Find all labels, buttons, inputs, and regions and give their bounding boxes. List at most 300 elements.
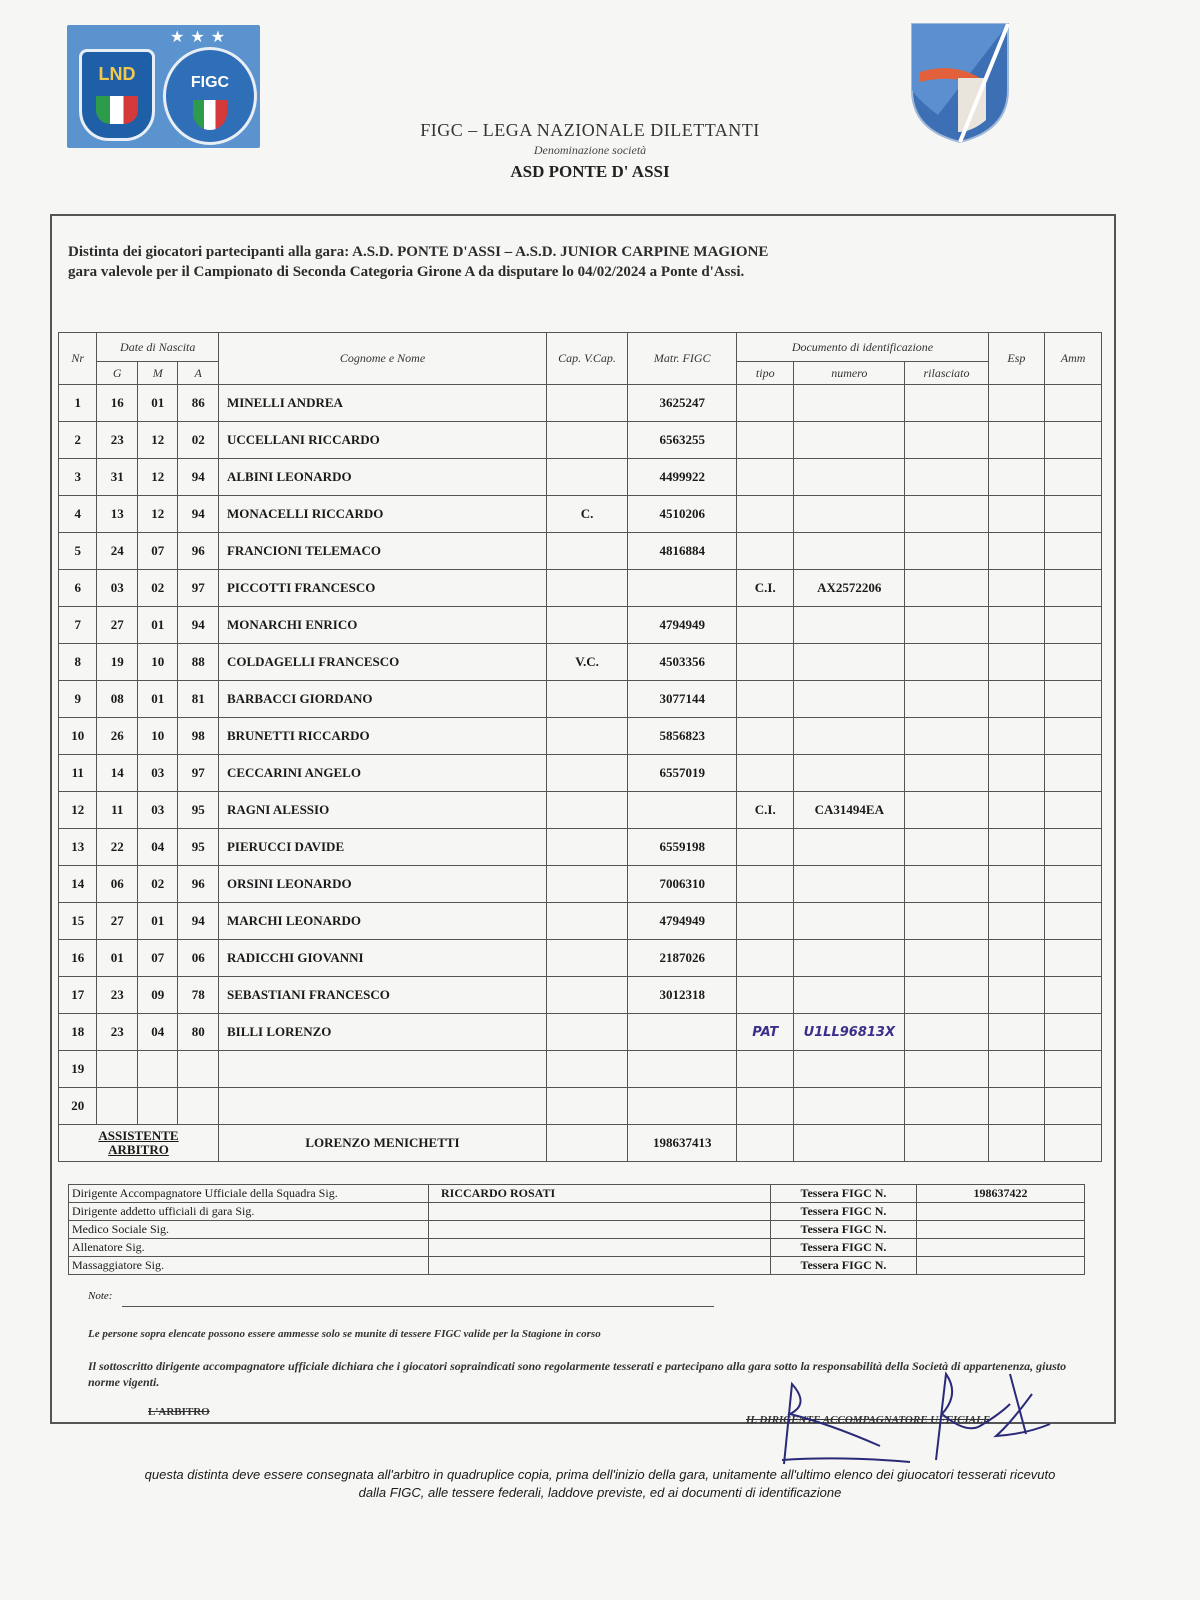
player-row (59, 792, 1102, 829)
birth-year (178, 1051, 219, 1088)
doc-type (737, 385, 794, 422)
birth-year: 97 (178, 755, 219, 792)
birth-month: 10 (137, 718, 178, 755)
birth-year: 96 (178, 533, 219, 570)
birth-day: 31 (97, 459, 138, 496)
figc-matr: 6557019 (628, 755, 737, 792)
tessera-label: Tessera FIGC N. (771, 1185, 917, 1203)
birth-year: 78 (178, 977, 219, 1014)
official-name (429, 1239, 771, 1257)
esp-cell (988, 866, 1045, 903)
amm-cell (1045, 533, 1102, 570)
birth-year: 98 (178, 718, 219, 755)
esp-cell (988, 533, 1045, 570)
player-row (59, 903, 1102, 940)
doc-number (794, 866, 905, 903)
eligibility-note: Le persone sopra elencate possono essere ammesse solo se munite di tessere FIGC valide per la Stagione in corso (88, 1328, 601, 1340)
player-name: RADICCHI GIOVANNI (218, 940, 546, 977)
birth-year: 94 (178, 903, 219, 940)
birth-month: 01 (137, 903, 178, 940)
birth-month: 10 (137, 644, 178, 681)
col-numero: numero (794, 362, 905, 385)
birth-month (137, 1088, 178, 1125)
doc-issued (905, 459, 988, 496)
birth-year: 02 (178, 422, 219, 459)
player-row (59, 533, 1102, 570)
player-row (59, 644, 1102, 681)
amm-cell (1045, 607, 1102, 644)
doc-issued (905, 940, 988, 977)
col-nr: Nr (59, 333, 97, 385)
player-row (59, 385, 1102, 422)
birth-year: 88 (178, 644, 219, 681)
tessera-label: Tessera FIGC N. (771, 1257, 917, 1275)
player-nr: 4 (59, 496, 97, 533)
player-nr: 7 (59, 607, 97, 644)
tessera-label: Tessera FIGC N. (771, 1221, 917, 1239)
player-name: BARBACCI GIORDANO (218, 681, 546, 718)
birth-year: 97 (178, 570, 219, 607)
doc-type: C.I. (737, 792, 794, 829)
birth-month: 12 (137, 496, 178, 533)
birth-year: 81 (178, 681, 219, 718)
figc-matr: 4499922 (628, 459, 737, 496)
birth-month: 01 (137, 681, 178, 718)
figc-logo-text: FIGC (190, 74, 230, 91)
captain-mark: C. (547, 496, 628, 533)
player-nr: 3 (59, 459, 97, 496)
referee-signature-label: L'ARBITRO (148, 1406, 210, 1418)
player-row (59, 1051, 1102, 1088)
esp-cell (988, 792, 1045, 829)
captain-mark (547, 866, 628, 903)
col-cap: Cap. V.Cap. (547, 333, 628, 385)
tessera-number (917, 1257, 1085, 1275)
assistant-label (59, 1125, 219, 1162)
doc-type (737, 422, 794, 459)
player-nr: 8 (59, 644, 97, 681)
player-name: UCCELLANI RICCARDO (218, 422, 546, 459)
col-g: G (97, 362, 138, 385)
doc-issued (905, 977, 988, 1014)
player-nr: 19 (59, 1051, 97, 1088)
birth-month: 03 (137, 755, 178, 792)
birth-day: 16 (97, 385, 138, 422)
captain-mark (547, 755, 628, 792)
player-row (59, 755, 1102, 792)
tessera-number (917, 1239, 1085, 1257)
lnd-logo-text: LND (98, 64, 136, 84)
championship-line: gara valevole per il Campionato di Seconda Categoria Girone A da disputare lo 04/02/2024 a Ponte d'Assi. (68, 264, 745, 280)
declaration-note: Il sottoscritto dirigente accompagnatore ufficiale dichiara che i giocatori sopraindicati sono regolarmente tesserati e partecipano alla gara sotto la responsabilità della Società di appartenenza, giusto norme vigenti. (88, 1359, 1067, 1389)
doc-type (737, 940, 794, 977)
doc-issued (905, 681, 988, 718)
doc-type (737, 718, 794, 755)
captain-mark (547, 681, 628, 718)
official-row (69, 1221, 1085, 1239)
col-tipo: tipo (737, 362, 794, 385)
official-row (69, 1239, 1085, 1257)
player-name: MINELLI ANDREA (218, 385, 546, 422)
birth-month: 02 (137, 866, 178, 903)
doc-type (737, 903, 794, 940)
captain-mark (547, 1088, 628, 1125)
col-esp: Esp (988, 333, 1045, 385)
figc-matr: 4816884 (628, 533, 737, 570)
official-name (429, 1257, 771, 1275)
captain-mark (547, 385, 628, 422)
doc-number (794, 755, 905, 792)
player-nr: 17 (59, 977, 97, 1014)
birth-day: 23 (97, 1014, 138, 1051)
player-nr: 6 (59, 570, 97, 607)
amm-cell (1045, 459, 1102, 496)
birth-month: 07 (137, 533, 178, 570)
birth-month: 04 (137, 829, 178, 866)
official-role: Dirigente addetto ufficiali di gara Sig. (69, 1203, 429, 1221)
esp-cell (988, 570, 1045, 607)
doc-type: PAT (737, 1014, 794, 1051)
player-nr: 9 (59, 681, 97, 718)
official-row (69, 1203, 1085, 1221)
amm-cell (1045, 1014, 1102, 1051)
player-name: BRUNETTI RICCARDO (218, 718, 546, 755)
captain-mark (547, 533, 628, 570)
amm-cell (1045, 755, 1102, 792)
doc-type (737, 459, 794, 496)
col-m: M (137, 362, 178, 385)
italian-flag-icon (96, 96, 138, 124)
captain-mark (547, 940, 628, 977)
assistant-esp (988, 1125, 1045, 1162)
assistant-cap (547, 1125, 628, 1162)
doc-type: C.I. (737, 570, 794, 607)
birth-month: 12 (137, 459, 178, 496)
amm-cell (1045, 1051, 1102, 1088)
birth-month: 04 (137, 1014, 178, 1051)
doc-issued (905, 1014, 988, 1051)
official-name (429, 1221, 771, 1239)
player-nr: 13 (59, 829, 97, 866)
captain-mark (547, 459, 628, 496)
doc-issued (905, 644, 988, 681)
amm-cell (1045, 977, 1102, 1014)
player-row (59, 422, 1102, 459)
birth-day: 03 (97, 570, 138, 607)
footer-line-2: dalla FIGC, alle tessere federali, laddove previste, ed ai documenti di identificazione (358, 1485, 842, 1500)
col-matr: Matr. FIGC (628, 333, 737, 385)
birth-month: 03 (137, 792, 178, 829)
doc-type (737, 977, 794, 1014)
assistant-tipo (737, 1125, 794, 1162)
col-doc: Documento di identificazione (737, 333, 988, 362)
esp-cell (988, 1014, 1045, 1051)
birth-day: 23 (97, 977, 138, 1014)
birth-day: 27 (97, 607, 138, 644)
officials-body (69, 1185, 1085, 1275)
doc-type (737, 866, 794, 903)
captain-mark (547, 607, 628, 644)
figc-matr (628, 1088, 737, 1125)
player-row (59, 977, 1102, 1014)
player-nr: 12 (59, 792, 97, 829)
amm-cell (1045, 718, 1102, 755)
tessera-number: 198637422 (917, 1185, 1085, 1203)
esp-cell (988, 755, 1045, 792)
birth-year: 95 (178, 792, 219, 829)
doc-number (794, 496, 905, 533)
figc-matr (628, 1051, 737, 1088)
captain-mark: V.C. (547, 644, 628, 681)
figc-matr: 2187026 (628, 940, 737, 977)
doc-type (737, 496, 794, 533)
player-nr: 15 (59, 903, 97, 940)
stars-icon: ★★★ (170, 29, 232, 46)
doc-issued (905, 607, 988, 644)
doc-type (737, 755, 794, 792)
captain-mark (547, 977, 628, 1014)
figc-matr: 5856823 (628, 718, 737, 755)
birth-month: 12 (137, 422, 178, 459)
birth-day: 11 (97, 792, 138, 829)
figc-matr: 4503356 (628, 644, 737, 681)
match-intro (68, 242, 1088, 282)
birth-year: 94 (178, 496, 219, 533)
official-role: Massaggiatore Sig. (69, 1257, 429, 1275)
player-nr: 1 (59, 385, 97, 422)
esp-cell (988, 385, 1045, 422)
figc-shield-icon (163, 47, 257, 145)
amm-cell (1045, 866, 1102, 903)
player-name: FRANCIONI TELEMACO (218, 533, 546, 570)
birth-month: 01 (137, 607, 178, 644)
doc-number (794, 459, 905, 496)
doc-number: CA31494EA (794, 792, 905, 829)
figc-matr: 3012318 (628, 977, 737, 1014)
doc-number: U1LL96813X (794, 1014, 905, 1051)
figc-matr (628, 570, 737, 607)
doc-issued (905, 866, 988, 903)
club-crest-icon (908, 20, 1013, 145)
captain-mark (547, 1014, 628, 1051)
player-row (59, 940, 1102, 977)
officials-table (68, 1184, 1085, 1275)
assistant-amm (1045, 1125, 1102, 1162)
player-name (218, 1088, 546, 1125)
player-name: MONARCHI ENRICO (218, 607, 546, 644)
player-row (59, 718, 1102, 755)
denomination-label: Denominazione società (533, 143, 647, 157)
figc-matr: 4794949 (628, 903, 737, 940)
player-row (59, 496, 1102, 533)
birth-day: 06 (97, 866, 138, 903)
official-role: Dirigente Accompagnatore Ufficiale della Squadra Sig. (69, 1185, 429, 1203)
col-a: A (178, 362, 219, 385)
official-row (69, 1257, 1085, 1275)
tessera-label: Tessera FIGC N. (771, 1239, 917, 1257)
birth-day (97, 1088, 138, 1125)
federation-header (300, 120, 880, 182)
esp-cell (988, 940, 1045, 977)
birth-day: 24 (97, 533, 138, 570)
player-row (59, 829, 1102, 866)
player-name: RAGNI ALESSIO (218, 792, 546, 829)
lnd-shield-icon (79, 49, 155, 141)
esp-cell (988, 718, 1045, 755)
esp-cell (988, 903, 1045, 940)
lnd-figc-logo (67, 25, 260, 148)
amm-cell (1045, 829, 1102, 866)
amm-cell (1045, 570, 1102, 607)
player-name: CECCARINI ANGELO (218, 755, 546, 792)
amm-cell (1045, 422, 1102, 459)
player-nr: 5 (59, 533, 97, 570)
doc-number (794, 718, 905, 755)
doc-issued (905, 792, 988, 829)
birth-year: 94 (178, 459, 219, 496)
birth-year: 80 (178, 1014, 219, 1051)
birth-day: 27 (97, 903, 138, 940)
tessera-label: Tessera FIGC N. (771, 1203, 917, 1221)
player-row (59, 607, 1102, 644)
captain-mark (547, 792, 628, 829)
player-nr: 16 (59, 940, 97, 977)
esp-cell (988, 459, 1045, 496)
doc-type (737, 681, 794, 718)
club-name: ASD PONTE D' ASSI (510, 162, 670, 181)
footer-instructions (90, 1466, 1110, 1502)
amm-cell (1045, 644, 1102, 681)
doc-number (794, 533, 905, 570)
doc-issued (905, 903, 988, 940)
player-nr: 10 (59, 718, 97, 755)
doc-issued (905, 755, 988, 792)
birth-day: 01 (97, 940, 138, 977)
player-name: MONACELLI RICCARDO (218, 496, 546, 533)
doc-number (794, 1088, 905, 1125)
player-nr: 2 (59, 422, 97, 459)
figc-matr: 6563255 (628, 422, 737, 459)
doc-type (737, 533, 794, 570)
birth-day: 23 (97, 422, 138, 459)
esp-cell (988, 644, 1045, 681)
player-row (59, 459, 1102, 496)
captain-mark (547, 570, 628, 607)
doc-issued (905, 533, 988, 570)
player-row (59, 570, 1102, 607)
official-name: RICCARDO ROSATI (429, 1185, 771, 1203)
col-rilasciato: rilasciato (905, 362, 988, 385)
doc-number (794, 385, 905, 422)
official-row (69, 1185, 1085, 1203)
doc-number (794, 1051, 905, 1088)
match-line: Distinta dei giocatori partecipanti alla gara: A.S.D. PONTE D'ASSI – A.S.D. JUNIOR CARPINE MAGIONE (68, 244, 769, 260)
official-name (429, 1203, 771, 1221)
doc-issued (905, 1051, 988, 1088)
col-name: Cognome e Nome (218, 333, 546, 385)
doc-number (794, 607, 905, 644)
figc-matr: 3077144 (628, 681, 737, 718)
esp-cell (988, 1051, 1045, 1088)
figc-matr: 4510206 (628, 496, 737, 533)
assistant-label-bottom: ARBITRO (108, 1142, 169, 1157)
esp-cell (988, 681, 1045, 718)
birth-year: 86 (178, 385, 219, 422)
player-name: BILLI LORENZO (218, 1014, 546, 1051)
birth-year: 06 (178, 940, 219, 977)
doc-number (794, 422, 905, 459)
player-name: PIERUCCI DAVIDE (218, 829, 546, 866)
birth-day: 19 (97, 644, 138, 681)
birth-year: 96 (178, 866, 219, 903)
assistant-matr: 198637413 (628, 1125, 737, 1162)
doc-number: AX2572206 (794, 570, 905, 607)
player-row (59, 681, 1102, 718)
assistant-label-top: ASSISTENTE (98, 1128, 179, 1143)
doc-issued (905, 385, 988, 422)
doc-type (737, 1088, 794, 1125)
esp-cell (988, 977, 1045, 1014)
esp-cell (988, 496, 1045, 533)
player-nr: 11 (59, 755, 97, 792)
official-role: Medico Sociale Sig. (69, 1221, 429, 1239)
assistant-rilasciato (905, 1125, 988, 1162)
player-nr: 20 (59, 1088, 97, 1125)
doc-type (737, 1051, 794, 1088)
figc-matr: 6559198 (628, 829, 737, 866)
amm-cell (1045, 385, 1102, 422)
amm-cell (1045, 903, 1102, 940)
doc-issued (905, 570, 988, 607)
player-name: MARCHI LEONARDO (218, 903, 546, 940)
birth-month: 01 (137, 385, 178, 422)
doc-type (737, 607, 794, 644)
doc-issued (905, 718, 988, 755)
tessera-number (917, 1221, 1085, 1239)
captain-mark (547, 718, 628, 755)
tessera-number (917, 1203, 1085, 1221)
amm-cell (1045, 496, 1102, 533)
player-row (59, 1014, 1102, 1051)
doc-number (794, 829, 905, 866)
esp-cell (988, 829, 1045, 866)
amm-cell (1045, 792, 1102, 829)
player-name: PICCOTTI FRANCESCO (218, 570, 546, 607)
birth-day: 14 (97, 755, 138, 792)
doc-type (737, 829, 794, 866)
doc-issued (905, 1088, 988, 1125)
handwritten-signature (770, 1364, 1080, 1468)
birth-month (137, 1051, 178, 1088)
players-table (58, 332, 1102, 1162)
doc-number (794, 681, 905, 718)
captain-mark (547, 1051, 628, 1088)
birth-day: 26 (97, 718, 138, 755)
doc-number (794, 940, 905, 977)
birth-day: 08 (97, 681, 138, 718)
doc-issued (905, 496, 988, 533)
player-nr: 14 (59, 866, 97, 903)
amm-cell (1045, 681, 1102, 718)
birth-month: 02 (137, 570, 178, 607)
note-rule-line (122, 1306, 714, 1307)
col-birth: Date di Nascita (97, 333, 219, 362)
captain-mark (547, 903, 628, 940)
manager-signature-label: IL DIRIGENTE ACCOMPAGNATORE UFFICIALE (746, 1414, 991, 1426)
amm-cell (1045, 940, 1102, 977)
birth-year: 94 (178, 607, 219, 644)
birth-year: 95 (178, 829, 219, 866)
